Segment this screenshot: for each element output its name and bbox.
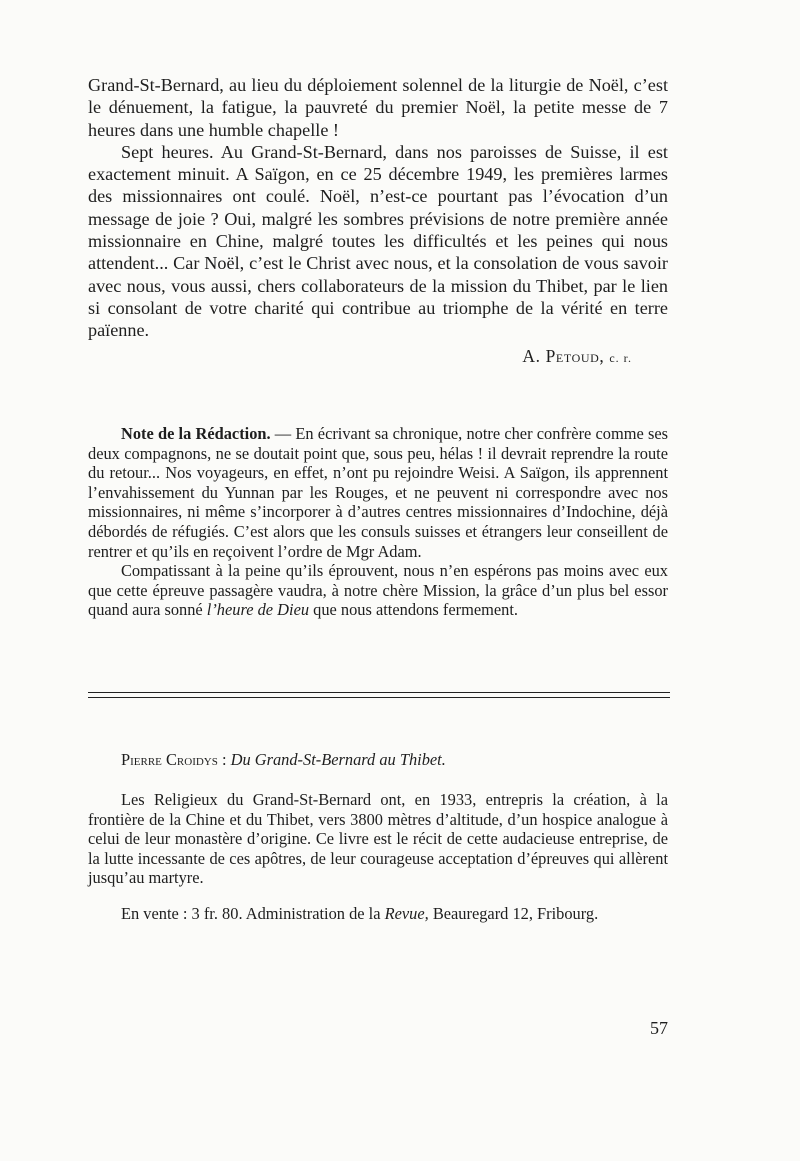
note-paragraph-2 (88, 561, 668, 620)
chronicle-section (88, 74, 668, 369)
note-paragraph-2-start: Compatissant à la peine qu’ils éprouvent, nous n’en espérons pas moins avec eux que cette épreuve passagère vaudra, à notre chère Mission, la grâce d’un plus bel essor quand aura sonné (88, 561, 668, 620)
editorial-note (88, 424, 668, 620)
note-paragraph-2-end: que nous attendons fermement. (309, 600, 518, 620)
divider-rule-bottom (88, 697, 670, 698)
book-separator: : (217, 750, 231, 769)
note-paragraph-1-text: — En écrivant sa chronique, notre cher confrère comme ses deux compagnons, ne se doutait point que, sous peu, hélas ! il devrait reprendre la route du retour... Nos voyageurs, en effet, n’ont pu rejoindre Weisi. A Saïgon, ils apprennent l’envahissement du Yunnan par les Rouges, et ne peuvent ni correspondre avec nos missionnaires, ni même s’incorporer à d’autres centres missionnaires d’Indochine, déjà débordés de réfugiés. C’est alors que les consuls suisses et étrangers leur conseillent de rentrer et qu’ils en reçoivent l’ordre de Mgr Adam. (88, 424, 668, 561)
signature (88, 345, 668, 369)
book-heading (88, 750, 668, 770)
book-sale-start: En vente : 3 fr. 80. Administration de la (121, 903, 385, 923)
book-description: Les Religieux du Grand-St-Bernard ont, en 1933, entrepris la création, à la frontière de la Chine et du Thibet, vers 3800 mètres d’altitude, d’un hospice analogue à celui de leur monastère d’origine. Ce livre est le récit de cette audacieuse entreprise, de la lutte incessante de ces apôtres, de leur courageuse acceptation d’épreuves qui allèrent jusqu’au martyre. (88, 790, 668, 888)
chronicle-paragraph-2: Sept heures. Au Grand-St-Bernard, dans nos paroisses de Suisse, il est exactement minuit. A Saïgon, en ce 25 décembre 1949, les premières larmes des missionnaires ont coulé. Noël, n’est-ce pourtant pas l’évocation d’un message de joie ? Oui, malgré les sombres prévisions de notre première année missionnaire en Chine, malgré toutes les difficultés et les peines qui nous attendent... Car Noël, c’est le Christ avec nous, et la consolation de vous savoir avec nous, vous aussi, chers collaborateurs de la mission du Thibet, par le lien si consolant de votre charité qui contribue au triomphe de la vérité en terre païenne. (88, 141, 668, 341)
book-author: Pierre Croidys (121, 750, 218, 769)
signature-initial: A. (522, 345, 541, 366)
book-sale-end: Beauregard 12, Fribourg. (428, 903, 599, 923)
book-notice (88, 750, 668, 924)
signature-name: Petoud, (545, 345, 605, 366)
chronicle-paragraph-1: Grand-St-Bernard, au lieu du déploiement solennel de la liturgie de Noël, c’est le dénuement, la fatigue, la pauvreté du premier Noël, la petite messe de 7 heures dans une humble chapelle ! (88, 75, 668, 140)
book-sale-journal: Revue, (384, 903, 429, 923)
page-number: 57 (650, 1018, 668, 1038)
divider-rule-top (88, 692, 670, 693)
book-sale-info (88, 904, 668, 924)
note-label: Note de la Rédaction. (121, 424, 271, 443)
signature-suffix: c. r. (609, 350, 632, 365)
book-title: Du Grand-St-Bernard au Thibet. (230, 750, 446, 769)
note-emphasis: l’heure de Dieu (206, 600, 310, 620)
note-paragraph-1 (88, 424, 668, 561)
